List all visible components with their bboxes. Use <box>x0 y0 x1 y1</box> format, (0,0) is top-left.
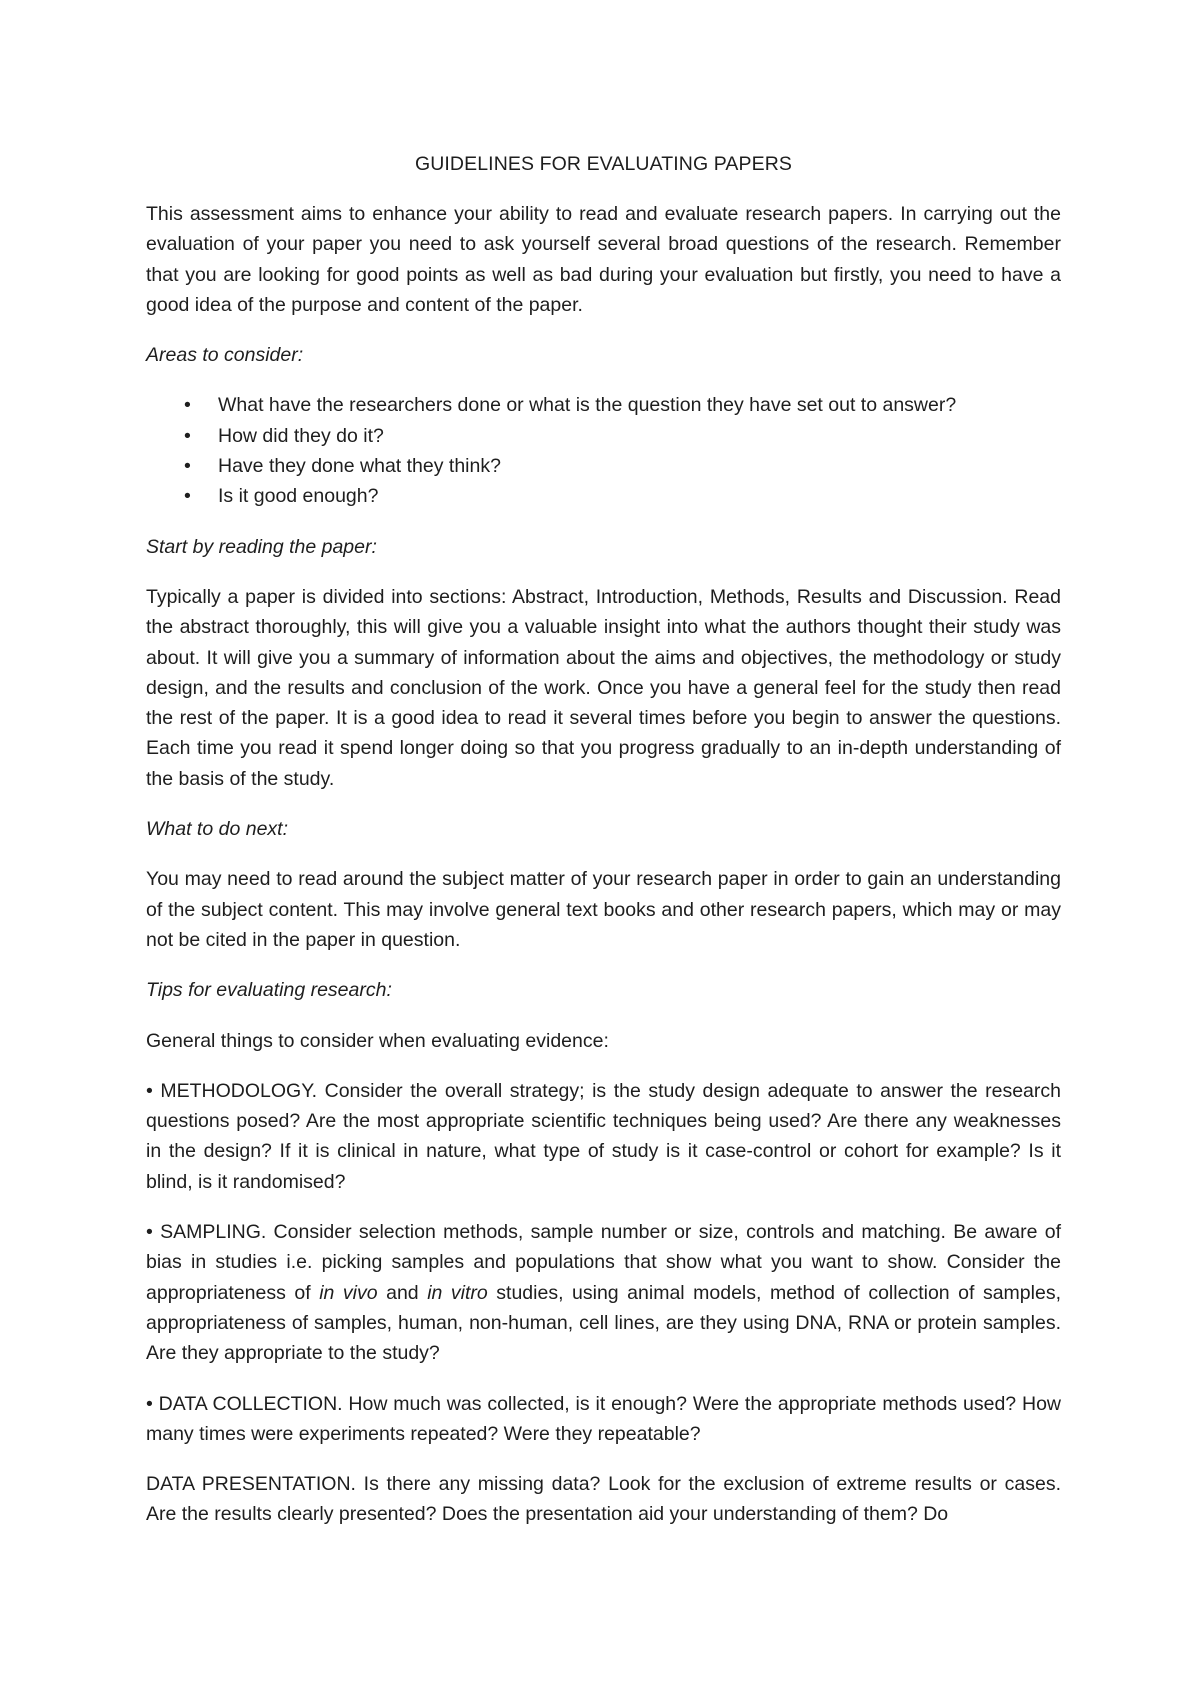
tips-intro: General things to consider when evaluating evidence: <box>146 1029 609 1052</box>
bullet-icon: • <box>184 455 191 478</box>
document-body <box>146 199 1061 1550</box>
start-heading: Start by reading the paper: <box>146 535 377 558</box>
list-item: • Is it good enough? <box>146 481 1061 511</box>
tips-heading: Tips for evaluating research: <box>146 979 392 1002</box>
list-item: • How did they do it? <box>146 421 1061 451</box>
start-paragraph: Typically a paper is divided into sections: Abstract, Introduction, Methods, Results and Discussion. Read the abstract thoroughly, this will give you a valuable insight into what the authors thought their study was about. It will give you a summary of information about the aims and objectives, the methodology or study design, and the results and conclusion of the work. Once you have a general feel for the study then read the rest of the paper. It is a good idea to read it several times before you begin to answer the questions. Each time you read it spend longer doing so that you progress gradually to an in-depth understanding of the basis of the study. <box>146 585 1061 790</box>
data-collection-paragraph: • DATA COLLECTION. How much was collected, is it enough? Were the appropriate methods used? How many times were experiments repeated? Were they repeatable? <box>146 1392 1061 1445</box>
methodology-paragraph: • METHODOLOGY. Consider the overall strategy; is the study design adequate to answer the research questions posed? Are the most appropriate scientific techniques being used? Are there any weaknesses in the design? If it is clinical in nature, what type of study is it case-control or cohort for example? Is it blind, is it randomised? <box>146 1079 1061 1193</box>
list-item: • Have they done what they think? <box>146 451 1061 481</box>
areas-heading: Areas to consider: <box>146 344 304 367</box>
next-paragraph: You may need to read around the subject matter of your research paper in order to gain an understanding of the subject content. This may involve general text books and other research papers, which may or may not be cited in the paper in question. <box>146 868 1061 951</box>
bullet-icon: • <box>184 394 191 417</box>
document-title: GUIDELINES FOR EVALUATING PAPERS <box>414 153 793 175</box>
intro-paragraph: This assessment aims to enhance your ability to read and evaluate research papers. In carrying out the evaluation of your paper you need to ask yourself several broad questions of the research. Remember that you are looking for good points as well as bad during your evaluation but firstly, you need to have a good idea of the purpose and content of the paper. <box>146 203 1061 316</box>
list-item: • What have the researchers done or what is the question they have set out to answer? <box>146 390 1061 420</box>
next-heading: What to do next: <box>146 818 288 841</box>
bullet-icon: • <box>184 485 191 508</box>
areas-list <box>146 390 1061 511</box>
bullet-icon: • <box>184 424 191 447</box>
sampling-paragraph: • SAMPLING. Consider selection methods, sample number or size, controls and matching. Be aware of bias in studies i.e. picking samples and populations that show what you want to show. Consider the appropriateness of in vivo and in vitro studies, using animal models, method of collection of samples, appropriateness of samples, human, non-human, cell lines, are they using DNA, RNA or protein samples. Are they appropriate to the study? <box>146 1221 1061 1365</box>
data-presentation-paragraph: DATA PRESENTATION. Is there any missing data? Look for the exclusion of extreme results or cases. Are the results clearly presented? Does the presentation aid your understanding of them? Do <box>146 1473 1061 1526</box>
